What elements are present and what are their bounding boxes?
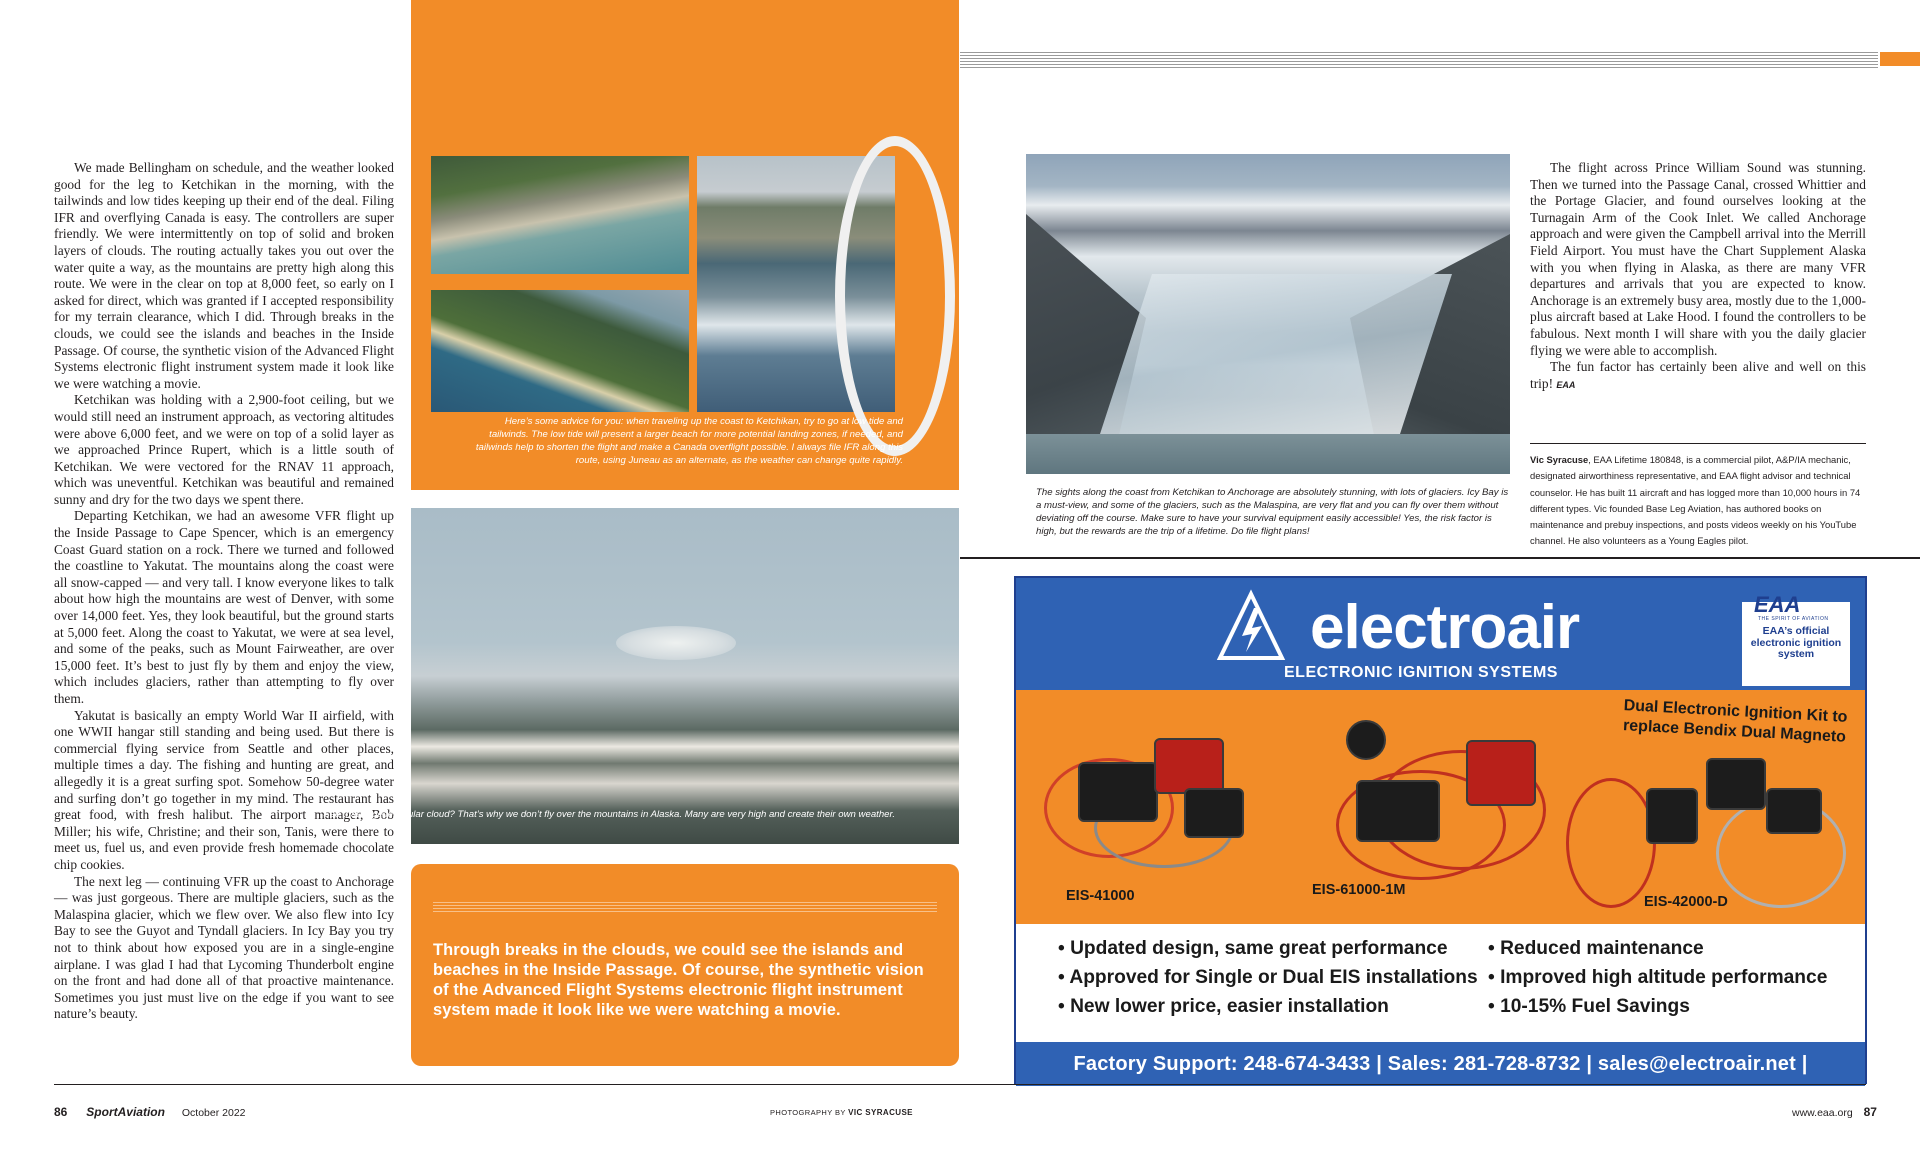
glacier-photo-caption: The sights along the coast from Ketchikan to Anchorage are absolutely stunning, with lots of glaciers. Icy Bay is a must-view, and some of the glaciers, such as the Malaspina, are very flat and you can fly over them without deviating off the course. Make sure to have your survival equipment easily accessible! Yes, the risk factor is high, but the rewards are the trip of a lifetime. Do file flight plans! — [1036, 487, 1509, 537]
bullet-item: • Reduced maintenance — [1488, 934, 1827, 963]
bullet-item: • New lower price, easier installation — [1058, 992, 1478, 1021]
issue-date: October 2022 — [181, 1107, 246, 1119]
lightning-triangle-icon — [1216, 590, 1286, 662]
paragraph: Yakutat is basically an empty World War II airfield, with one WWII hangar still standing and being used. But there is commercial flying service from Seattle and other places, multiple times a day. The fishing and hunting are great, and allegedly it is a great surfing spot. Somehow 50-degree water and surfing don’t go together in my mind. The restaurant has great food, with fresh halibut. The airport manager, Bob Miller; his wife, Christine; and their son, Tanis, were there to meet us, fuel us, and even provide fresh homemade chocolate chip cookies. — [54, 707, 394, 872]
beach-aerial-photo — [431, 156, 689, 274]
mountain-photo-caption: See that huge lenticular cloud? That’s why we don’t fly over the mountains in Alaska. Many are very high and create their own weather. — [323, 809, 895, 820]
magazine-name: SportAviation — [86, 1105, 165, 1119]
island-aerial-photo — [431, 290, 689, 412]
paragraph: The fun factor has certainly been alive and well on this trip! — [1530, 359, 1866, 391]
right-article-column — [1530, 160, 1866, 393]
page-number-right: 87 — [1863, 1105, 1877, 1119]
bullet-item: • Approved for Single or Dual EIS installations — [1058, 963, 1478, 992]
ad-bullets-left — [1058, 934, 1478, 1021]
closing-paragraph — [1530, 359, 1866, 393]
end-mark: EAA — [1556, 379, 1576, 390]
eaa-tagline: THE SPIRIT OF AVIATION — [1758, 616, 1829, 622]
lenticular-cloud — [616, 626, 736, 660]
photo-credit-prefix: PHOTOGRAPHY BY — [770, 1108, 846, 1117]
author-bio — [1530, 452, 1866, 550]
mountain-lenticular-photo — [411, 508, 959, 844]
paragraph: We made Bellingham on schedule, and the weather looked good for the leg to Ketchikan in the morning, with the tailwinds and low tides keeping up their end of the deal. Filing IFR and overflying Canada is easy. The controllers are super friendly. We were intermittently on top of solid and broken layers of clouds. The routing actually takes you out over the water quite a way, as the mountains are pretty high along this route. We were in the clear on top at 8,000 feet, so early on I asked for direct, which was granted if I accepted responsibility for my terrain clearance, which I did. Through breaks in the clouds, we could see the islands and beaches in the Inside Passage. Of course, the synthetic vision of the Advanced Flight Systems electronic flight instrument system made it look like we were watching a movie. — [54, 160, 394, 391]
section-divider — [960, 557, 1920, 559]
coast-photo-panel — [411, 0, 959, 490]
paragraph: Departing Ketchikan, we had an awesome VFR flight up the Inside Passage to Cape Spencer, which is an emergency Coast Guard station on a rock. There we turned and followed the coastline to Yakutat. The mountains along the coast were all snow-capped — and very tall. I know everyone likes to talk about how high the mountains are west of Denver, with some over 14,000 feet. Yes, they look beautiful, but the ground starts at 5,000 feet. Along the coast to Yakutat, we were at sea level, and some of the peaks, such as Mount Fairweather, are over 15,000 feet. It’s best to just fly by them and enjoy the view, which includes glaciers, rather than attempting to fly over them. — [54, 508, 394, 706]
ad-brand: electroair — [1310, 593, 1580, 662]
photo-credit — [770, 1108, 913, 1117]
author-name: Vic Syracuse — [1530, 454, 1589, 465]
bio-rule — [1530, 443, 1866, 444]
ad-bullets-right — [1488, 934, 1827, 1021]
bullet-item: • Updated design, same great performance — [1058, 934, 1478, 963]
coastline-window-photo — [697, 156, 895, 412]
glacier-photo — [1026, 154, 1510, 474]
paragraph: The next leg — continuing VFR up the coast to Anchorage — was just gorgeous. There are multiple glaciers, such as the Malaspina glacier, which we flew over. We also flew into Icy Bay to see the Guyot and Tyndall glaciers. In Icy Bay you try not to think about how exposed you are in a single-engine airplane. I was glad I had that Lycoming Thunderbolt engine on the front and had done all of that proactive maintenance. Sometimes you just must live on the edge if you want to see nature’s beauty. — [54, 873, 394, 1022]
paragraph: The flight across Prince William Sound was stunning. Then we turned into the Passage Canal, crossed Whittier and the Portage Glacier, and found ourselves looking at the Turnagain Arm of the Cook Inlet. We called Anchorage approach and were given the Campbell arrival into the Merrill Field Airport. You must have the Chart Supplement Alaska with you when flying in Alaska, as there are many VFR departures and arrivals that you are expected to know. Anchorage is an extremely busy area, mostly due to the 1,000-plus aircraft based at Lake Hood. I found the controllers to be fabulous. Next month I will share with you the daily glacier flying we were able to accomplish. — [1530, 160, 1866, 358]
footer-rule — [54, 1084, 1866, 1085]
product-label: EIS-42000-D — [1644, 894, 1728, 910]
ad-contact-footer[interactable]: Factory Support: 248-674-3433 | Sales: 281-728-8732 | sales@electroair.net | electroair.net — [1016, 1042, 1865, 1086]
header-rule-stripes — [960, 52, 1878, 70]
product-label: EIS-41000 — [1066, 888, 1135, 904]
product-image-eis-61000-1m — [1316, 710, 1556, 870]
ad-header — [1016, 578, 1865, 690]
left-article-column — [54, 160, 394, 1023]
product-label: EIS-61000-1M — [1312, 882, 1406, 898]
coast-photo-caption: Here’s some advice for you: when traveling up the coast to Ketchikan, try to go at low tide and tailwinds. The low tide will present a larger beach for more potential landing zones, if needed, and tailwinds help to shorten the flight and make a Canada overflight possible. I always file IFR along this route, using Juneau as an alternate, as the weather can change quite rapidly. — [475, 416, 903, 466]
paragraph: Ketchikan was holding with a 2,900-foot ceiling, but we would still need an instrument approach, as vectoring altitudes were above 6,000 feet, and we were on top of a solid layer as we approached Prince Rupert, which is a little south of Ketchikan. We were vectored for the RNAV 11 approach, which was uneventful. Ketchikan was beautiful and remained sunny and dry for the two days we spent there. — [54, 392, 394, 507]
website-link[interactable]: www.eaa.org — [1792, 1107, 1853, 1119]
bullet-item: • Improved high altitude performance — [1488, 963, 1827, 992]
bullet-item: • 10-15% Fuel Savings — [1488, 992, 1827, 1021]
author-bio-text: , EAA Lifetime 180848, is a commercial pilot, A&P/IA mechanic, designated airworthiness representative, and EAA flight advisor and technical counselor. He has built 11 aircraft and has logged more than 10,000 hours in 74 different types. Vic founded Base Leg Aviation, has authored books on maintenance and prebuy inspections, and posts videos weekly on his YouTube channel. He also volunteers as a Young Eagles pilot. — [1530, 454, 1861, 547]
pull-quote: Through breaks in the clouds, we could see the islands and beaches in the Inside Passage. Of course, the synthetic vision of the Advanced Flight Systems electronic flight instrument system made it look like we were watching a movie. — [433, 941, 924, 1019]
product-image-eis-41000 — [1034, 718, 1264, 878]
footer-left — [54, 1105, 246, 1119]
ad-subtitle: ELECTRONIC IGNITION SYSTEMS — [1284, 664, 1558, 681]
kit-title: Dual Electronic Ignition Kit to replace Bendix Dual Magneto — [1622, 697, 1848, 746]
section-tab — [1880, 52, 1920, 66]
eaa-official-text: EAA’s official electronic ignition system — [1750, 625, 1842, 660]
page-number-left: 86 — [54, 1105, 68, 1119]
pull-quote-box — [411, 864, 959, 1066]
footer-right — [1792, 1105, 1877, 1119]
eaa-logo: EAA — [1754, 592, 1801, 617]
photo-credit-name: VIC SYRACUSE — [848, 1108, 913, 1117]
